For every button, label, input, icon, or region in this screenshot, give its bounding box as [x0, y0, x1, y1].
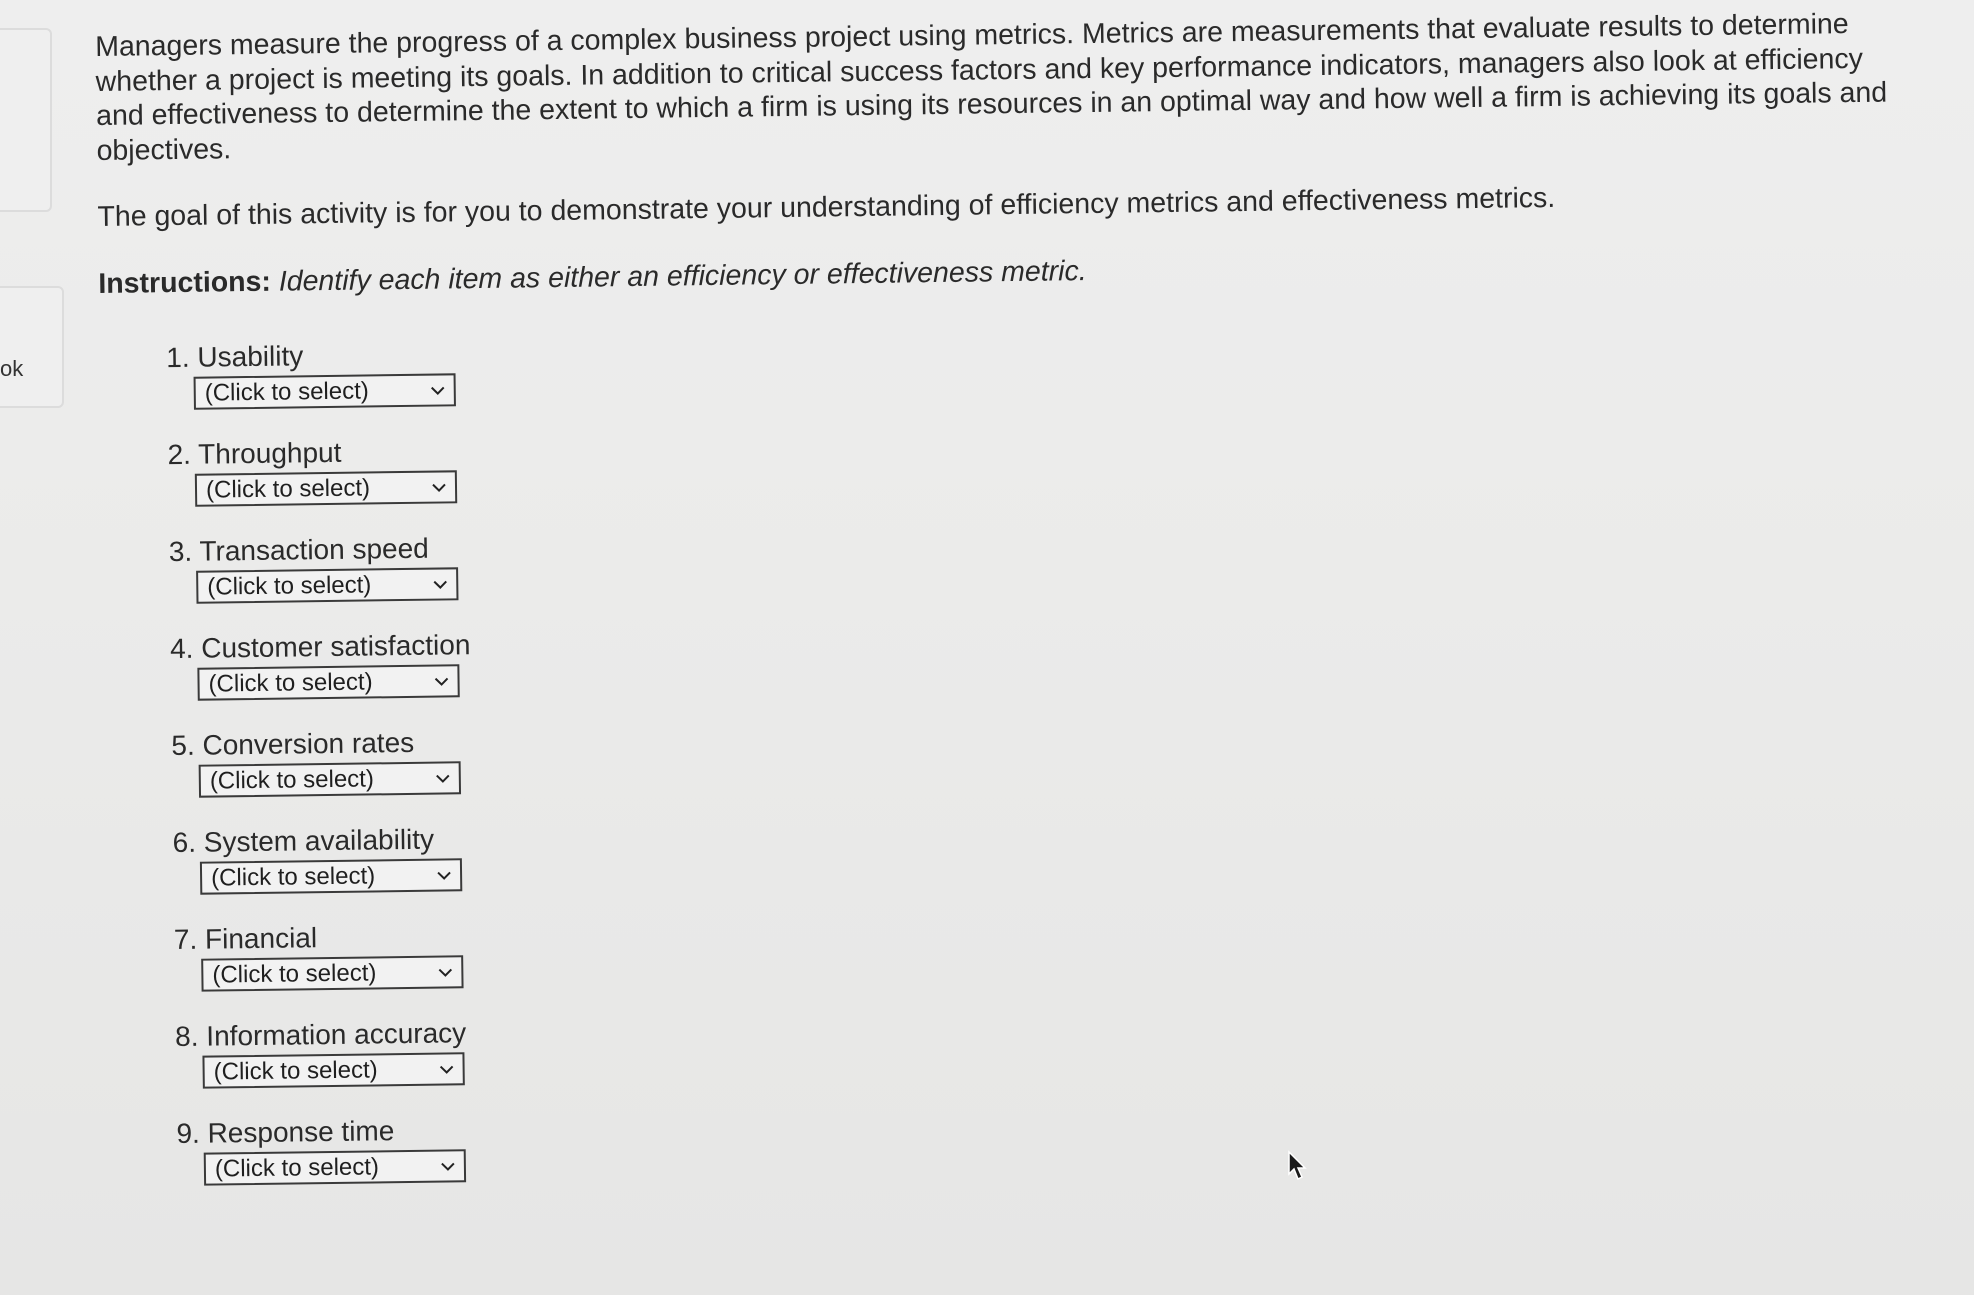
question-content	[95, 6, 1910, 1215]
instructions-text: Identify each item as either an efficiency or effectiveness metric.	[278, 254, 1087, 298]
metric-item-label: 7. Financial	[173, 922, 318, 956]
metric-select-dropdown[interactable]	[199, 761, 461, 797]
metric-item-label: 3. Transaction speed	[168, 532, 429, 568]
metric-item	[166, 319, 1900, 410]
chevron-down-icon	[430, 384, 446, 396]
metric-item	[176, 1095, 1910, 1186]
dropdown-value: (Click to select)	[208, 667, 373, 698]
side-panel-card-mid	[0, 286, 64, 408]
dropdown-value: (Click to select)	[207, 570, 372, 601]
chevron-down-icon	[440, 1160, 456, 1172]
chevron-down-icon	[436, 869, 452, 881]
dropdown-value: (Click to select)	[212, 958, 377, 989]
chevron-down-icon	[433, 675, 449, 687]
metric-item-label: 1. Usability	[166, 340, 304, 374]
metric-item-label: 9. Response time	[176, 1115, 395, 1150]
chevron-down-icon	[432, 578, 448, 590]
chevron-down-icon	[435, 772, 451, 784]
metric-item-label: 8. Information accuracy	[174, 1017, 467, 1053]
metric-items-list	[166, 319, 1910, 1186]
instructions-label: Instructions:	[98, 265, 272, 300]
metric-item-label: 5. Conversion rates	[171, 726, 415, 762]
mouse-cursor-icon	[1287, 1150, 1307, 1182]
dropdown-value: (Click to select)	[214, 1152, 380, 1183]
metric-item	[175, 998, 1909, 1089]
metric-select-dropdown[interactable]	[201, 955, 463, 991]
metric-select-dropdown[interactable]	[202, 1052, 464, 1088]
intro-paragraph: Managers measure the progress of a complex business project using metrics. Metrics are measurements that evaluate results to determine whether a project is meeting its goals. In addition to critical success factors and key performance indicators, managers also look at efficiency and effectiveness to determine the extent to which a firm is using its resources in an optimal way and how well a firm is achieving its goals and objectives.	[95, 8, 1888, 167]
goal-statement: The goal of this activity is for you to demonstrate your understanding of efficiency metrics and effectiveness metrics.	[97, 181, 1556, 233]
chevron-down-icon	[431, 481, 447, 493]
metric-item-label: 6. System availability	[172, 823, 435, 859]
dropdown-value: (Click to select)	[209, 764, 375, 795]
metric-item	[171, 707, 1905, 798]
dropdown-value: (Click to select)	[213, 1055, 378, 1086]
chevron-down-icon	[437, 966, 453, 978]
side-panel-fragment-text: ok	[0, 356, 24, 381]
dropdown-value: (Click to select)	[204, 376, 369, 407]
metric-item-label: 4. Customer satisfaction	[169, 629, 471, 665]
metric-item	[169, 513, 1903, 604]
metric-select-dropdown[interactable]	[194, 373, 456, 409]
instructions	[98, 243, 1898, 301]
metric-select-dropdown[interactable]	[200, 858, 462, 894]
metric-select-dropdown[interactable]	[204, 1149, 466, 1185]
metric-item	[174, 901, 1908, 992]
metric-item	[172, 804, 1906, 895]
metric-item-label: 2. Throughput	[167, 436, 342, 471]
dropdown-value: (Click to select)	[210, 861, 376, 892]
metric-item	[167, 416, 1901, 507]
metric-select-dropdown[interactable]	[197, 664, 459, 700]
dropdown-value: (Click to select)	[205, 473, 371, 504]
metric-select-dropdown[interactable]	[195, 470, 457, 506]
side-panel-card-top	[0, 28, 52, 212]
metric-item	[170, 610, 1904, 701]
metric-select-dropdown[interactable]	[196, 567, 458, 603]
chevron-down-icon	[439, 1063, 455, 1075]
